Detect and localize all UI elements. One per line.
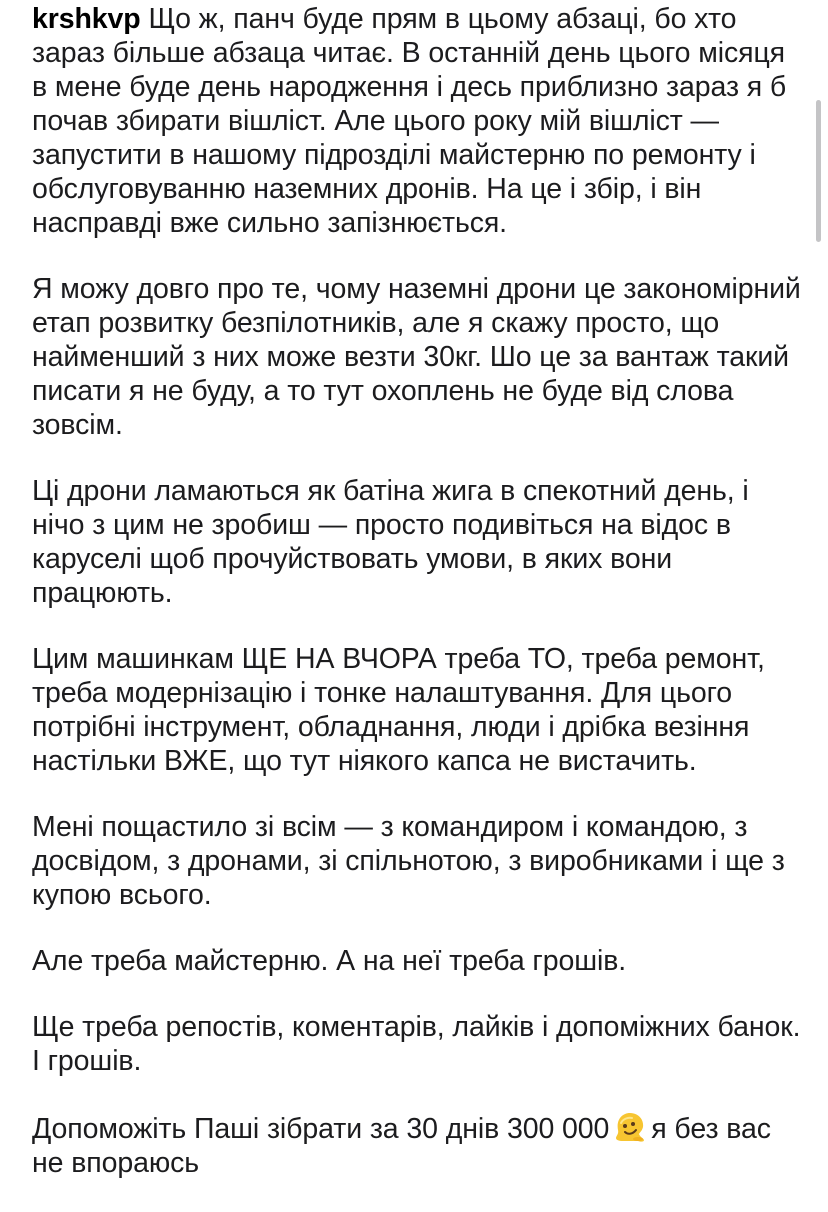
post-caption (32, 0, 802, 1212)
scrollbar[interactable] (816, 100, 821, 242)
caption-text-1: Що ж, панч буде прям в цьому абзаці, бо хто зараз більше абзаца читає. В останній день цього місяця в мене буде день народження і десь приблизно зараз я б почав збирати вішліст. Але цього року мій вішліст — запустити в нашому підрозділі майстерню по ремонту і обслуговуванню наземних дронів. На це і збір, і він насправді вже сильно запізнюється. (32, 3, 787, 239)
caption-paragraph-8 (32, 1110, 802, 1180)
caption-paragraph-4: Цим машинкам ЩЕ НА ВЧОРА треба ТО, треба ремонт, треба модернізацію і тонке налаштування. Для цього потрібні інструмент, обладнання, люди і дрібка везіння настільки ВЖЕ, що тут ніякого капса не вистачить. (32, 643, 765, 777)
caption-paragraph-5: Мені пощастило зі всім — з командиром і командою, з досвідом, з дронами, зі спільнотою, з виробниками і ще з купою всього. (32, 811, 785, 911)
caption-paragraph-6: Але треба майстерню. А на неї треба грошів. (32, 945, 627, 977)
caption-paragraph-3: Ці дрони ламаються як батіна жига в спекотний день, і нічо з цим не зробиш — просто подивіться на відос в каруселі щоб прочуйствовать умови, в яких вони працюють. (32, 475, 749, 609)
caption-text-8b: я без вас не впораюсь (32, 1113, 771, 1179)
caption-text-8a: Допоможіть Паші зібрати за 30 днів 300 000 (32, 1113, 610, 1145)
melting-face-emoji-icon (613, 1110, 647, 1144)
post-username[interactable]: krshkvp (32, 3, 141, 35)
caption-paragraph-1 (32, 2, 802, 240)
caption-paragraph-2: Я можу довго про те, чому наземні дрони це закономірний етап розвитку безпілотників, але я скажу просто, що найменший з них може везти 30кг. Шо це за вантаж такий писати я не буду, а то тут охоплень не буде від слова зовсім. (32, 273, 801, 441)
caption-paragraph-7: Ще треба репостів, коментарів, лайків і допоміжних банок. І грошів. (32, 1011, 801, 1077)
